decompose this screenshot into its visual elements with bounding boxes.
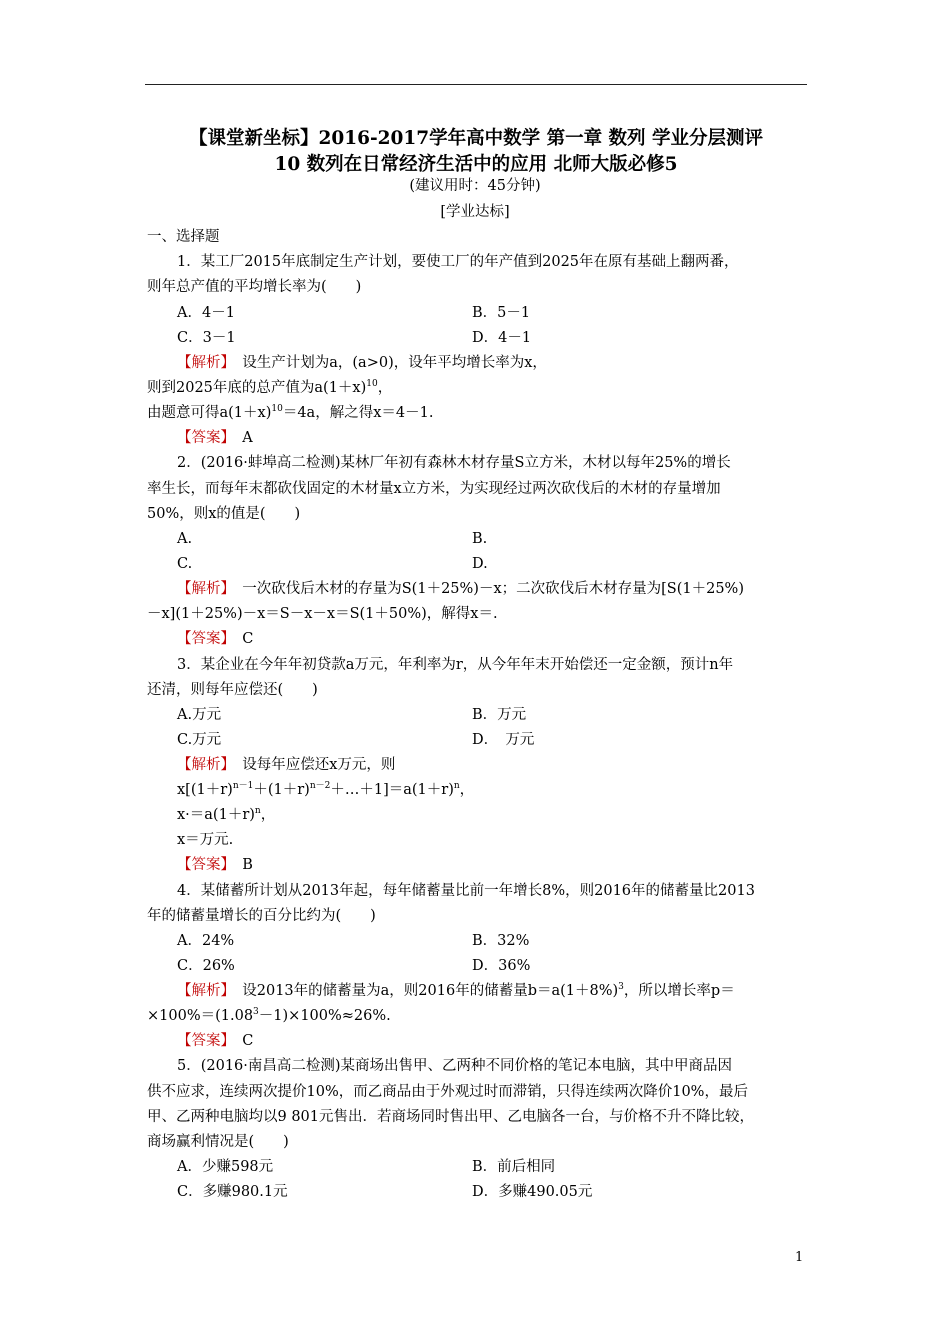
q3-stem-line-2: 还清，则每年应偿还( ) [147, 682, 318, 698]
q5-option-c: C．多赚980.1元 [177, 1184, 288, 1200]
q1-option-a: A．4－1 [177, 305, 235, 321]
q1-stem-line-1: 1．某工厂2015年底制定生产计划，要使工厂的年产值到2025年在原有基础上翻两番， [177, 254, 739, 270]
analysis-label: 【解析】 [177, 355, 228, 371]
q2-stem-line-2: 率生长，而每年末都砍伐固定的木材量x立方米，为实现经过两次砍伐后的木材的存量增加 [147, 481, 721, 497]
q3-stem-line-1: 3．某企业在今年年初贷款a万元，年利率为r，从今年年末开始偿还一定金额，预计n年 [177, 657, 734, 673]
q4-option-a: A．24% [177, 933, 235, 949]
q3-solution-line-2: $x[(1+r)^{n-1}+(1+r)^{n-2}+\dots+1]=a(1+r)^n$， [177, 781, 475, 798]
q1-option-b: B．5－1 [472, 305, 531, 321]
q5-stem-line-3: 甲、乙两种电脑均以9 801元售出．若商场同时售出甲、乙电脑各一台，与价格不升不降比较， [147, 1109, 755, 1125]
q2-solution-line-2: －x](1＋25%)－x＝S－x－x＝S(1＋50%)，解得x＝. [147, 606, 498, 622]
answer-label: 【答案】 [177, 857, 228, 873]
q2-option-a: A. [177, 531, 193, 547]
q3-solution-line-1: 【解析】 设每年应偿还x万元，则 [177, 757, 396, 773]
q1-solution-line-1: 【解析】 设生产计划为a，(a>0)，设年平均增长率为x， [177, 355, 547, 371]
answer-label: 【答案】 [177, 1033, 228, 1049]
q1-option-d: D．4－1 [472, 330, 532, 346]
q3-solution-line-3: $x\cdot=a(1+r)^n$， [177, 806, 276, 823]
q2-stem-line-3: 50%，则x的值是( ) [147, 506, 301, 522]
q1-option-c: C．3－1 [177, 330, 236, 346]
q5-stem-line-1: 5．(2016·南昌高二检测)某商场出售甲、乙两种不同价格的笔记本电脑，其中甲商品因 [177, 1058, 733, 1074]
q4-stem-line-2: 年的储蓄量增长的百分比约为( ) [147, 908, 376, 924]
q2-option-d: D. [472, 556, 488, 572]
q5-option-b: B．前后相同 [472, 1159, 556, 1175]
q4-option-c: C．26% [177, 958, 235, 974]
q3-option-d: D． 万元 [472, 732, 535, 748]
q1-solution-line-2: 则到2025年底的总产值为$a(1+x)^{10}$， [147, 379, 393, 396]
analysis-label: 【解析】 [177, 757, 228, 773]
q3-option-c: C.万元 [177, 732, 222, 748]
q5-stem-line-4: 商场赢利情况是( ) [147, 1134, 289, 1150]
q5-option-a: A．少赚598元 [177, 1159, 274, 1175]
q2-answer: 【答案】 C [177, 631, 254, 647]
q4-stem-line-1: 4．某储蓄所计划从2013年起，每年储蓄量比前一年增长8%，则2016年的储蓄量比2013 [177, 883, 755, 899]
q2-stem-line-1: 2．(2016·蚌埠高二检测)某林厂年初有森林木材存量S立方米，木材以每年25%的增长 [177, 455, 731, 471]
section-tag: [学业达标] [440, 204, 510, 220]
q4-option-d: D．36% [472, 958, 531, 974]
q3-answer: 【答案】 B [177, 857, 253, 873]
q4-answer: 【答案】 C [177, 1033, 254, 1049]
q2-option-c: C. [177, 556, 193, 572]
q3-option-a: A.万元 [177, 707, 222, 723]
part-heading: 一、选择题 [147, 229, 220, 245]
q2-option-b: B. [472, 531, 488, 547]
q2-solution-line-1: 【解析】 一次砍伐后木材的存量为S(1＋25%)－x；二次砍伐后木材存量为[S(1＋25%) [177, 581, 744, 597]
time-note: (建议用时：45分钟) [409, 178, 541, 194]
analysis-label: 【解析】 [177, 983, 228, 999]
q1-stem-line-2: 则年总产值的平均增长率为( ) [147, 279, 362, 295]
answer-label: 【答案】 [177, 631, 228, 647]
answer-label: 【答案】 [177, 430, 228, 446]
q4-option-b: B．32% [472, 933, 530, 949]
document-title-line-2: 10 数列在日常经济生活中的应用 北师大版必修5 [274, 154, 678, 175]
q3-option-b: B．万元 [472, 707, 527, 723]
q1-solution-line-3: 由题意可得$a(1+x)^{10}=4a$，解之得x＝4－1. [147, 404, 434, 421]
q5-option-d: D．多赚490.05元 [472, 1184, 593, 1200]
q4-solution-line-2: $\times 100\%=(1.08^3-1)\times 100\%\approx 26\%$. [147, 1007, 391, 1024]
header-rule [145, 84, 807, 85]
document-title-line-1: 【课堂新坐标】2016-2017学年高中数学 第一章 数列 学业分层测评 [189, 128, 763, 149]
q3-solution-line-4: x＝万元. [177, 832, 234, 848]
q5-stem-line-2: 供不应求，连续两次提价10%，而乙商品由于外观过时而滞销，只得连续两次降价10%，最后 [147, 1084, 748, 1100]
analysis-label: 【解析】 [177, 581, 228, 597]
q4-solution-line-1: 【解析】 设2013年的储蓄量为a，则2016年的储蓄量$b=a(1+8\%)^3$，所以增长率p＝ [177, 982, 735, 999]
q1-answer: 【答案】 A [177, 430, 253, 446]
page-number: 1 [795, 1250, 804, 1265]
